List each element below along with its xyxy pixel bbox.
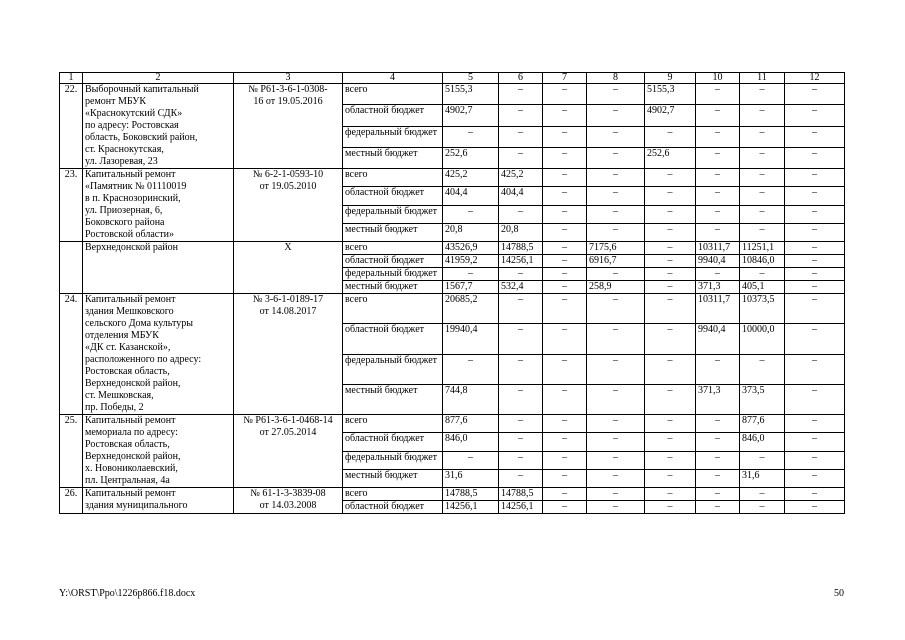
expertise-document-line: от 19.05.2010 [259,181,317,192]
amount-cell: – [443,451,499,469]
amount-cell: – [587,126,645,147]
expertise-document-line: № Р61-3-6-1-0308- [248,84,328,95]
amount-cell: – [645,242,696,255]
funding-source: федеральный бюджет [343,354,443,384]
amount-cell: 846,0 [443,433,499,451]
object-name [83,415,234,488]
amount-cell: – [785,384,845,414]
amount-cell: – [785,105,845,126]
amount-cell: – [543,384,587,414]
amount-cell: 14788,5 [443,488,499,501]
table-row [60,169,845,187]
amount-cell: – [740,354,785,384]
amount-cell: – [543,205,587,223]
amount-cell: – [696,488,740,501]
table-row [60,294,845,324]
object-name-line: отделения МБУК [85,330,159,341]
amount-cell: – [645,126,696,147]
amount-cell: – [645,268,696,281]
amount-cell: – [587,294,645,324]
funding-source: всего [343,488,443,501]
amount-cell: – [587,205,645,223]
object-name-line: расположенного по адресу: [85,354,202,365]
amount-cell: – [740,488,785,501]
amount-cell: – [740,268,785,281]
object-name-line: пл. Центральная, 4а [85,475,170,486]
expertise-document-line: от 27.05.2014 [259,427,317,438]
amount-cell: – [696,169,740,187]
amount-cell: – [696,187,740,205]
page-number: 50 [834,588,844,599]
amount-cell: 532,4 [499,281,543,294]
object-name-line: сельского Дома культуры [85,318,193,329]
amount-cell: – [543,126,587,147]
amount-cell: – [587,84,645,105]
funding-source: местный бюджет [343,147,443,168]
object-name-line: Ростовская область, [85,439,170,450]
amount-cell: – [696,223,740,241]
column-number: 9 [645,73,696,84]
amount-cell: – [499,126,543,147]
object-name-line: ремонт МБУК [85,96,147,107]
column-number: 10 [696,73,740,84]
object-name-line: Капитальный ремонт [85,415,176,426]
amount-cell: – [543,268,587,281]
amount-cell: – [645,324,696,354]
amount-cell: – [499,147,543,168]
funding-source: областной бюджет [343,105,443,126]
amount-cell: – [499,451,543,469]
object-name-line: Капитальный ремонт [85,488,176,499]
amount-cell: 14788,5 [499,242,543,255]
item-number: 24. [60,294,83,415]
amount-cell: – [785,451,845,469]
amount-cell: – [587,223,645,241]
amount-cell: – [785,147,845,168]
amount-cell: – [499,294,543,324]
amount-cell: – [740,187,785,205]
amount-cell: – [785,488,845,501]
amount-cell: – [587,187,645,205]
object-name-line: мемориала по адресу: [85,427,178,438]
table-row [60,242,845,255]
amount-cell: 252,6 [443,147,499,168]
amount-cell: – [645,281,696,294]
amount-cell: – [645,469,696,487]
amount-cell: 404,4 [499,187,543,205]
amount-cell: – [696,205,740,223]
expertise-document [234,488,343,514]
amount-cell: – [645,451,696,469]
funding-source: местный бюджет [343,469,443,487]
amount-cell: 405,1 [740,281,785,294]
object-name-line: ст. Мешковская, [85,390,154,401]
object-name-line: Ростовской области» [85,229,174,240]
amount-cell: 4902,7 [645,105,696,126]
amount-cell: 846,0 [740,433,785,451]
object-name [83,242,234,294]
expertise-document-line: от 14.08.2017 [259,306,317,317]
amount-cell: 371,3 [696,281,740,294]
amount-cell: 5155,3 [645,84,696,105]
amount-cell: – [785,169,845,187]
amount-cell: – [587,469,645,487]
amount-cell: – [785,324,845,354]
object-name-line: «Краснокутский СДК» [85,108,183,119]
amount-cell: – [587,488,645,501]
amount-cell: – [543,451,587,469]
amount-cell: – [543,147,587,168]
amount-cell: – [499,415,543,433]
expertise-document [234,294,343,415]
object-name-line: Выборочный капитальный [85,84,199,95]
amount-cell: 9940,4 [696,255,740,268]
column-number: 12 [785,73,845,84]
item-number [60,242,83,294]
funding-source: всего [343,242,443,255]
file-path: Y:\ORST\Ppo\1226p866.f18.docx [59,588,196,599]
amount-cell: – [543,354,587,384]
amount-cell: – [696,501,740,514]
expertise-document [234,415,343,488]
amount-cell: – [696,433,740,451]
amount-cell: – [696,354,740,384]
funding-source: федеральный бюджет [343,126,443,147]
amount-cell: – [499,84,543,105]
amount-cell: 877,6 [740,415,785,433]
amount-cell: – [645,255,696,268]
object-name-line: х. Новониколаевский, [85,463,178,474]
amount-cell: – [543,187,587,205]
object-name [83,488,234,514]
amount-cell: – [785,415,845,433]
amount-cell: – [785,255,845,268]
amount-cell: – [785,205,845,223]
amount-cell: 14256,1 [499,501,543,514]
amount-cell: 744,8 [443,384,499,414]
amount-cell: – [645,433,696,451]
amount-cell: – [587,105,645,126]
item-number: 22. [60,84,83,169]
expertise-document-line: № Р61-3-6-1-0468-14 [243,415,333,426]
amount-cell: – [587,354,645,384]
amount-cell: – [645,169,696,187]
object-name-line: Ростовская область, [85,366,170,377]
column-number: 4 [343,73,443,84]
expertise-document [234,169,343,242]
object-name [83,169,234,242]
table-row [60,415,845,433]
amount-cell: – [543,294,587,324]
amount-cell: – [645,501,696,514]
amount-cell: 43526,9 [443,242,499,255]
amount-cell: – [696,84,740,105]
expertise-document-line: от 14.03.2008 [259,500,317,511]
object-name-line: здания Мешковского [85,306,174,317]
amount-cell: – [443,354,499,384]
amount-cell: – [645,205,696,223]
funding-source: всего [343,84,443,105]
amount-cell: 14256,1 [443,501,499,514]
amount-cell: – [740,501,785,514]
amount-cell: – [740,223,785,241]
object-name-line: ул. Приозерная, 6, [85,205,163,216]
amount-cell: – [696,268,740,281]
column-number: 6 [499,73,543,84]
amount-cell: – [740,451,785,469]
amount-cell: – [645,223,696,241]
amount-cell: – [543,324,587,354]
amount-cell: 20,8 [499,223,543,241]
amount-cell: – [645,415,696,433]
amount-cell: 14788,5 [499,488,543,501]
amount-cell: – [543,255,587,268]
amount-cell: – [499,433,543,451]
amount-cell: – [543,433,587,451]
column-number: 7 [543,73,587,84]
amount-cell: – [587,268,645,281]
amount-cell: 258,9 [587,281,645,294]
amount-cell: – [543,415,587,433]
funding-source: местный бюджет [343,384,443,414]
amount-cell: – [587,451,645,469]
object-name-line: Капитальный ремонт [85,294,176,305]
amount-cell: – [499,354,543,384]
object-name-line: здания муниципального [85,500,188,511]
item-number: 26. [60,488,83,514]
expertise-document-line: № 6-2-1-0593-10 [252,169,324,180]
column-number: 1 [60,73,83,84]
amount-cell: – [785,294,845,324]
amount-cell: 20,8 [443,223,499,241]
amount-cell: – [740,126,785,147]
amount-cell: 11251,1 [740,242,785,255]
amount-cell: – [587,501,645,514]
financing-table [59,72,845,514]
object-name [83,294,234,415]
amount-cell: – [587,384,645,414]
amount-cell: – [785,501,845,514]
object-name-line: Верхнедонской район, [85,451,181,462]
object-name [83,84,234,169]
amount-cell: – [587,324,645,354]
amount-cell: 14256,1 [499,255,543,268]
amount-cell: 404,4 [443,187,499,205]
column-number: 5 [443,73,499,84]
amount-cell: 6916,7 [587,255,645,268]
amount-cell: 41959,2 [443,255,499,268]
amount-cell: 10311,7 [696,242,740,255]
amount-cell: – [645,384,696,414]
amount-cell: 31,6 [443,469,499,487]
amount-cell: – [645,488,696,501]
object-name-line: Боковского района [85,217,165,228]
expertise-document-line: X [284,242,292,253]
item-number: 23. [60,169,83,242]
amount-cell: 9940,4 [696,324,740,354]
funding-source: областной бюджет [343,255,443,268]
amount-cell: 4902,7 [443,105,499,126]
object-name-line: пр. Победы, 2 [85,402,144,413]
object-name-line: область, Боковский район, [85,132,198,143]
amount-cell: – [740,84,785,105]
amount-cell: – [499,105,543,126]
item-number: 25. [60,415,83,488]
amount-cell: 371,3 [696,384,740,414]
amount-cell: – [740,105,785,126]
column-number: 2 [83,73,234,84]
object-name-line: «ДК ст. Казанской», [85,342,171,353]
object-name-line: ул. Лазоревая, 23 [85,156,158,167]
funding-source: всего [343,294,443,324]
amount-cell: – [543,501,587,514]
table-row [60,84,845,105]
amount-cell: – [785,84,845,105]
amount-cell: – [443,268,499,281]
object-name-line: Капитальный ремонт [85,169,176,180]
column-number-row [60,73,845,84]
expertise-document-line: 16 от 19.05.2016 [253,96,323,107]
amount-cell: 7175,6 [587,242,645,255]
amount-cell: – [696,126,740,147]
amount-cell: – [443,126,499,147]
amount-cell: – [785,126,845,147]
amount-cell: – [499,205,543,223]
column-number: 11 [740,73,785,84]
amount-cell: – [543,242,587,255]
object-name-line: Верхнедонской район [85,242,178,253]
amount-cell: – [543,169,587,187]
funding-source: областной бюджет [343,187,443,205]
amount-cell: – [543,105,587,126]
column-number: 8 [587,73,645,84]
amount-cell: 877,6 [443,415,499,433]
funding-source: федеральный бюджет [343,451,443,469]
amount-cell: – [543,469,587,487]
amount-cell: 19940,4 [443,324,499,354]
amount-cell: 5155,3 [443,84,499,105]
amount-cell: 252,6 [645,147,696,168]
funding-source: федеральный бюджет [343,205,443,223]
amount-cell: – [785,354,845,384]
amount-cell: – [587,415,645,433]
amount-cell: – [740,169,785,187]
amount-cell: – [645,354,696,384]
amount-cell: 31,6 [740,469,785,487]
amount-cell: – [499,384,543,414]
column-number: 3 [234,73,343,84]
amount-cell: – [785,433,845,451]
amount-cell: – [587,147,645,168]
amount-cell: – [785,187,845,205]
amount-cell: – [645,294,696,324]
amount-cell: – [543,281,587,294]
amount-cell: – [499,268,543,281]
amount-cell: 10000,0 [740,324,785,354]
amount-cell: – [785,223,845,241]
amount-cell: 1567,7 [443,281,499,294]
amount-cell: 425,2 [499,169,543,187]
funding-source: областной бюджет [343,501,443,514]
object-name-line: ст. Краснокутская, [85,144,164,155]
amount-cell: – [785,242,845,255]
amount-cell: – [543,488,587,501]
expertise-document [234,242,343,294]
funding-source: местный бюджет [343,223,443,241]
amount-cell: – [443,205,499,223]
amount-cell: – [785,469,845,487]
funding-source: местный бюджет [343,281,443,294]
amount-cell: – [696,147,740,168]
expertise-document-line: № 3-6-1-0189-17 [252,294,324,305]
funding-source: областной бюджет [343,324,443,354]
amount-cell: 373,5 [740,384,785,414]
object-name-line: Верхнедонской район, [85,378,181,389]
amount-cell: – [740,147,785,168]
funding-source: областной бюджет [343,433,443,451]
amount-cell: – [696,415,740,433]
object-name-line: в п. Краснозоринский, [85,193,181,204]
amount-cell: – [696,105,740,126]
amount-cell: – [543,84,587,105]
amount-cell: – [785,268,845,281]
amount-cell: – [740,205,785,223]
expertise-document [234,84,343,169]
funding-source: всего [343,169,443,187]
amount-cell: – [543,223,587,241]
object-name-line: «Памятник № 01110019 [85,181,187,192]
amount-cell: – [696,451,740,469]
amount-cell: – [785,281,845,294]
amount-cell: 425,2 [443,169,499,187]
amount-cell: – [645,187,696,205]
amount-cell: – [499,324,543,354]
amount-cell: – [696,469,740,487]
object-name-line: по адресу: Ростовская [85,120,179,131]
amount-cell: 20685,2 [443,294,499,324]
amount-cell: 10373,5 [740,294,785,324]
amount-cell: – [587,169,645,187]
funding-source: федеральный бюджет [343,268,443,281]
funding-source: всего [343,415,443,433]
amount-cell: – [587,433,645,451]
amount-cell: – [499,469,543,487]
amount-cell: 10311,7 [696,294,740,324]
amount-cell: 10846,0 [740,255,785,268]
expertise-document-line: № 61-1-3-3839-08 [250,488,326,499]
table-row [60,488,845,501]
